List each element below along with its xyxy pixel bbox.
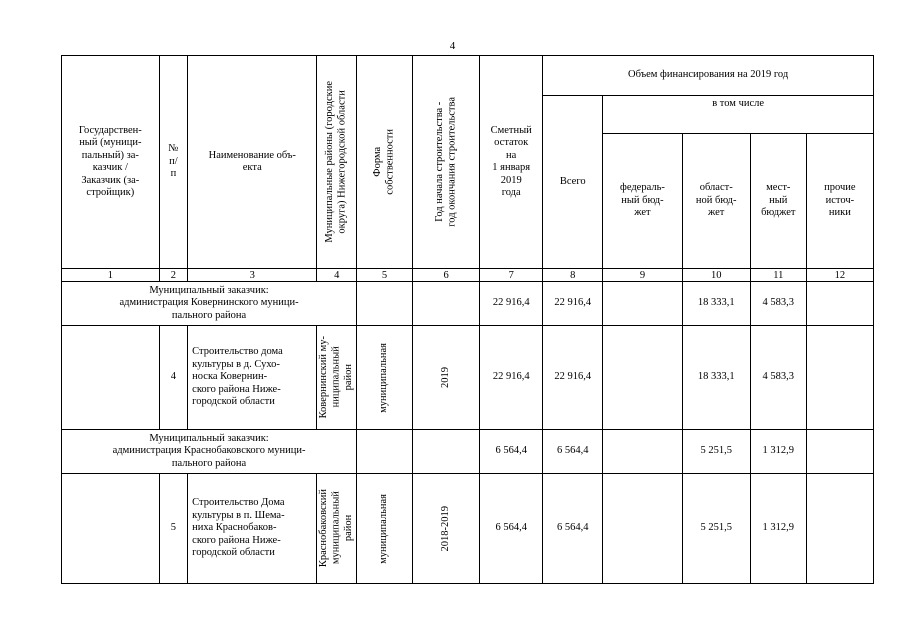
other-value [806, 282, 873, 326]
total-value: 22 916,4 [543, 326, 603, 430]
column-number: 7 [480, 269, 543, 282]
financing-table [61, 55, 874, 584]
object-years-text: 2019 [439, 367, 451, 388]
object-name: Строительство дома культуры в д. Сухо- носка Ковернин- ского района Ниже- городской области [188, 326, 317, 430]
empty-cell [413, 430, 480, 474]
object-row [62, 474, 874, 584]
header-municipal-districts-text: Муниципальные районы (городские округа) Нижегородской области [324, 81, 348, 243]
header-ownership [357, 56, 413, 269]
header-other: прочие источ- ники [806, 134, 873, 269]
column-number: 6 [413, 269, 480, 282]
column-number: 12 [806, 269, 873, 282]
object-ownership-text: муниципальная [378, 493, 390, 564]
header-row-1 [62, 56, 874, 96]
customer-name: Муниципальный заказчик: администрация Ковернинского муници- пального района [62, 282, 357, 326]
estimate-balance-value: 22 916,4 [480, 282, 543, 326]
column-number: 3 [188, 269, 317, 282]
object-npp: 5 [159, 474, 187, 584]
header-local: мест- ный бюджет [750, 134, 806, 269]
column-number: 2 [159, 269, 187, 282]
local-value: 1 312,9 [750, 430, 806, 474]
header-total: Всего [543, 96, 603, 269]
empty-cell [357, 282, 413, 326]
column-number: 1 [62, 269, 160, 282]
header-years-text: Год начала строительства - год окончания строительства [433, 97, 458, 227]
estimate-balance-value: 22 916,4 [480, 326, 543, 430]
other-value [806, 474, 873, 584]
object-ownership-text: муниципальная [378, 342, 390, 413]
object-name: Строительство Дома культуры в п. Шема- ниха Краснобаков- ского района Ниже- городской области [188, 474, 317, 584]
header-including: в том числе [603, 96, 874, 134]
object-row [62, 326, 874, 430]
header-estimate-balance: Сметный остаток на 1 января 2019 года [480, 56, 543, 269]
customer-name: Муниципальный заказчик: администрация Краснобаковского муници- пального района [62, 430, 357, 474]
object-npp: 4 [159, 326, 187, 430]
local-value: 4 583,3 [750, 326, 806, 430]
other-value [806, 326, 873, 430]
object-district [317, 474, 357, 584]
empty-cell [62, 474, 160, 584]
column-number: 8 [543, 269, 603, 282]
local-value: 4 583,3 [750, 282, 806, 326]
federal-value [603, 282, 682, 326]
object-district [317, 326, 357, 430]
customer-row [62, 430, 874, 474]
header-years [413, 56, 480, 269]
header-customer: Государствен- ный (муници- пальный) за- казчик / Заказчик (за- стройщик) [62, 56, 160, 269]
total-value: 22 916,4 [543, 282, 603, 326]
object-ownership [357, 326, 413, 430]
empty-cell [62, 326, 160, 430]
column-number: 5 [357, 269, 413, 282]
column-numbers-row [62, 269, 874, 282]
header-npp: № п/ п [159, 56, 187, 269]
regional-value: 5 251,5 [682, 430, 750, 474]
object-years [413, 326, 480, 430]
federal-value [603, 430, 682, 474]
object-years [413, 474, 480, 584]
object-ownership [357, 474, 413, 584]
column-number: 10 [682, 269, 750, 282]
object-years-text: 2018-2019 [439, 505, 451, 552]
header-municipal-districts [317, 56, 357, 269]
column-number: 11 [750, 269, 806, 282]
page-number: 4 [449, 40, 456, 52]
object-district-text: Краснобаковский муниципальный район [317, 489, 354, 568]
total-value: 6 564,4 [543, 430, 603, 474]
estimate-balance-value: 6 564,4 [480, 430, 543, 474]
header-regional: област- ной бюд- жет [682, 134, 750, 269]
other-value [806, 430, 873, 474]
estimate-balance-value: 6 564,4 [480, 474, 543, 584]
header-ownership-text: Форма собственности [372, 129, 396, 195]
empty-cell [357, 430, 413, 474]
column-number: 4 [317, 269, 357, 282]
regional-value: 18 333,1 [682, 326, 750, 430]
header-federal: федераль- ный бюд- жет [603, 134, 682, 269]
header-financing: Объем финансирования на 2019 год [543, 56, 874, 96]
regional-value: 5 251,5 [682, 474, 750, 584]
empty-cell [413, 282, 480, 326]
header-object-name: Наименование объ- екта [188, 56, 317, 269]
object-district-text: Ковернинский му- ниципальный район [317, 336, 354, 419]
regional-value: 18 333,1 [682, 282, 750, 326]
federal-value [603, 326, 682, 430]
local-value: 1 312,9 [750, 474, 806, 584]
customer-row [62, 282, 874, 326]
federal-value [603, 474, 682, 584]
total-value: 6 564,4 [543, 474, 603, 584]
column-number: 9 [603, 269, 682, 282]
